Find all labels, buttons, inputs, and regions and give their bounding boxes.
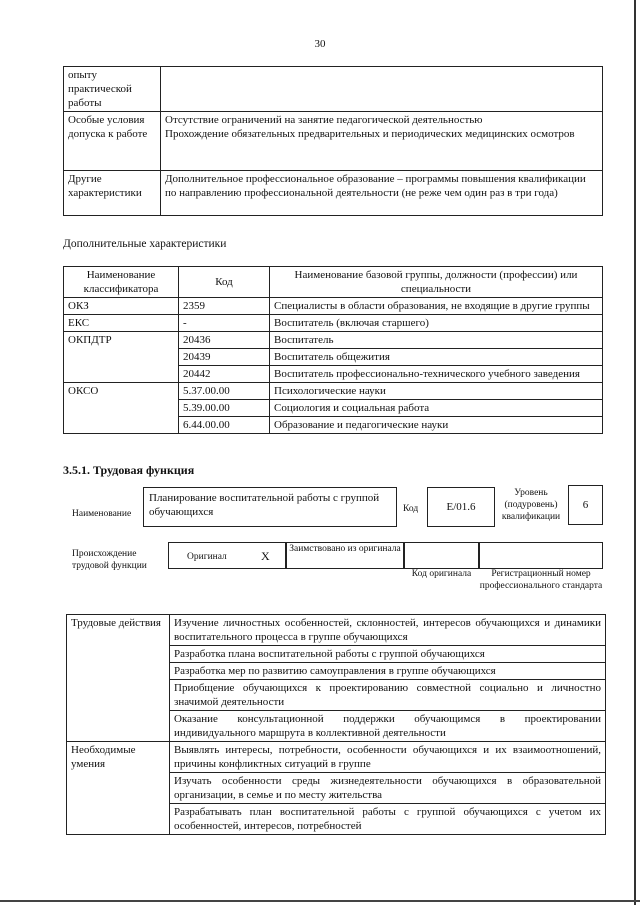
- table-row: [64, 383, 603, 400]
- item-cell: Оказание консультационной поддержки обучающимся в проектировании индивидуального маршрута в коллективной деятельности: [170, 711, 606, 742]
- page-number: 30: [314, 38, 326, 50]
- item-cell: Изучение личностных особенностей, склонностей, интересов обучающихся и динамики воспитательного процесса в группе обучающихся: [170, 615, 606, 646]
- code-cell: 20436: [179, 332, 270, 349]
- level-label: Уровень (подуровень) квалификации: [501, 488, 561, 522]
- table-row: [64, 332, 603, 349]
- column-header: Наименование классификатора: [64, 267, 179, 298]
- classifier-cell: ОКПДТР: [64, 332, 179, 383]
- characteristics-table: [63, 66, 603, 216]
- name-label: Наименование: [72, 509, 132, 519]
- item-cell: Разрабатывать план воспитательной работы с группой обучающихся с учетом их особенностей, интересов, потребностей: [170, 804, 606, 835]
- table-row: [64, 171, 603, 216]
- name-cell: Воспитатель общежития: [270, 349, 603, 366]
- origin-code-caption: Код оригинала: [411, 569, 472, 579]
- table-row: [67, 742, 606, 773]
- scan-edge-bottom: [0, 900, 640, 902]
- item-cell: Разработка мер по развитию самоуправления в группе обучающихся: [170, 663, 606, 680]
- row-label: Необходимые умения: [67, 742, 170, 835]
- code-cell: 5.37.00.00: [179, 383, 270, 400]
- borrowed-box: [286, 542, 404, 569]
- item-cell: Выявлять интересы, потребности, особенности обучающихся и их взаимоотношений, причины конфликтных ситуаций в группе: [170, 742, 606, 773]
- reg-number-box: [479, 542, 603, 569]
- value-line: Отсутствие ограничений на занятие педагогической деятельностью: [165, 114, 483, 126]
- name-cell: Воспитатель: [270, 332, 603, 349]
- column-header: Код: [179, 267, 270, 298]
- row-label: Другие характеристики: [64, 171, 161, 216]
- row-label: Особые условия допуска к работе: [64, 112, 161, 171]
- original-mark: X: [261, 549, 270, 563]
- name-cell: Воспитатель профессионально-технического учебного заведения: [270, 366, 603, 383]
- level-box: 6: [568, 485, 603, 525]
- table-row: [64, 67, 603, 112]
- function-name-box: Планирование воспитательной работы с группой обучающихся: [143, 487, 397, 527]
- code-cell: 20442: [179, 366, 270, 383]
- row-value: Дополнительное профессиональное образование – программы повышения квалификации по направлению профессиональной деятельности (не реже чем один раз в три года): [161, 171, 603, 216]
- reg-number-caption: Регистрационный номер профессионального стандарта: [479, 569, 603, 591]
- name-cell: Социология и социальная работа: [270, 400, 603, 417]
- table-row: [67, 615, 606, 646]
- value-line: Прохождение обязательных предварительных и периодических медицинских осмотров: [165, 128, 575, 140]
- original-label: Оригинал: [187, 552, 227, 562]
- table-row: [64, 298, 603, 315]
- row-label: Трудовые действия: [67, 615, 170, 742]
- table-header-row: [64, 267, 603, 298]
- classifier-cell: ЕКС: [64, 315, 179, 332]
- item-cell: Приобщение обучающихся к проектированию совместной социально и личностно значимой деятельности: [170, 680, 606, 711]
- item-cell: Изучать особенности среды жизнедеятельности обучающихся в образовательной организации, в семье и по месту жительства: [170, 773, 606, 804]
- column-header: Наименование базовой группы, должности (профессии) или специальности: [270, 267, 603, 298]
- row-value: [161, 112, 603, 171]
- origin-code-box: [404, 542, 479, 569]
- classifier-cell: ОКСО: [64, 383, 179, 434]
- code-cell: -: [179, 315, 270, 332]
- name-cell: Специалисты в области образования, не входящие в другие группы: [270, 298, 603, 315]
- classifier-table: [63, 266, 603, 434]
- name-cell: Психологические науки: [270, 383, 603, 400]
- scan-edge-right: [634, 0, 636, 905]
- code-cell: 6.44.00.00: [179, 417, 270, 434]
- code-cell: 20439: [179, 349, 270, 366]
- classifier-cell: ОКЗ: [64, 298, 179, 315]
- code-cell: 2359: [179, 298, 270, 315]
- section-heading: Дополнительные характеристики: [63, 238, 227, 250]
- origin-label: Происхождение трудовой функции: [72, 549, 147, 571]
- code-label: Код: [403, 504, 419, 514]
- borrowed-label: Заимствовано из оригинала: [289, 544, 401, 554]
- code-box: E/01.6: [427, 487, 495, 527]
- section-title: 3.5.1. Трудовая функция: [63, 463, 195, 477]
- name-cell: Образование и педагогические науки: [270, 417, 603, 434]
- row-label: опыту практической работы: [64, 67, 161, 112]
- code-cell: 5.39.00.00: [179, 400, 270, 417]
- table-row: [64, 112, 603, 171]
- labor-actions-table: [66, 614, 606, 835]
- row-value: [161, 67, 603, 112]
- original-box: [168, 542, 286, 569]
- item-cell: Разработка плана воспитательной работы с группой обучающихся: [170, 646, 606, 663]
- name-cell: Воспитатель (включая старшего): [270, 315, 603, 332]
- table-row: [64, 315, 603, 332]
